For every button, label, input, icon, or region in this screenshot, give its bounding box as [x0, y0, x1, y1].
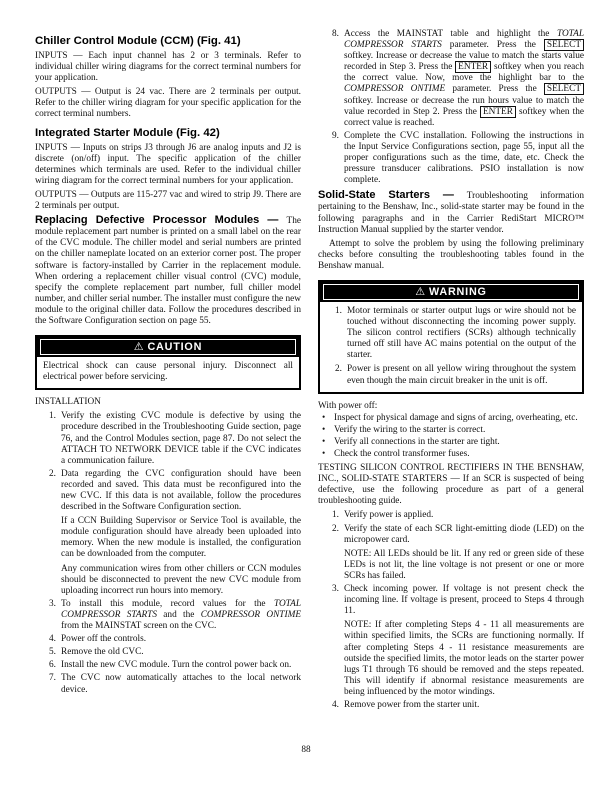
list-number: 1. — [332, 510, 339, 521]
list-text: Data regarding the CVC configuration should have been recorded and saved. This data must be reconfigured into the new CVC. If this data is not available, follow the procedures described in the Software Configuration section. — [61, 468, 301, 513]
list-item — [35, 673, 301, 695]
list-text: Check incoming power. If voltage is not present check the incoming line. If voltage is present, proceed to Steps 4 through 11. — [344, 584, 584, 617]
paragraph-with-power-off: With power off: — [318, 400, 378, 411]
list-text: Remove power from the starter unit. — [344, 699, 480, 710]
paragraph-replacing-modules: Replacing Defective Processor Modules — The module replacement part number is printed on a small label on the rear of the CVC module. The chiller model and serial numbers are printed on the chiller nameplate located on an exterior corner post. The proper software is factory-installed by Carrier in the replacement module. When ordering a replacement chiller visual control (CVC) module, specify the complete replacement part number, full chiller model number, and chiller serial number. The installer must configure the new module to the original chiller data. Follow the procedures described in the Software Configuration section on page 55. — [35, 214, 301, 326]
list-text: Power is present on all yellow wiring throughout the system even though the main circuit breaker in the unit is off. — [347, 364, 576, 386]
page-number: 88 — [301, 745, 311, 755]
list-item — [35, 634, 301, 645]
bullet-text: Verify all connections in the starter are tight. — [334, 436, 500, 447]
column-left — [35, 29, 301, 713]
list-text: To install this module, record values for the TOTAL COMPRESSOR STARTS and the COMPRESSOR ONTIME from the MAINSTAT screen on the CVC. — [61, 598, 301, 632]
paragraph-solid-state-starters: Solid-State Starters — Troubleshooting information pertaining to the Benshaw, Inc., solid-state starter may be found in the following paragraphs and in the Carrier RediStart MICRO™ Instruction Manual supplied by the starter vendor. — [318, 189, 584, 235]
list-item — [318, 584, 584, 698]
list-text: Verify the state of each SCR light-emitting diode (LED) on the micropower card. — [344, 523, 584, 545]
list-number: 3. — [332, 584, 339, 595]
caution-title: CAUTION — [147, 341, 203, 354]
note-paragraph: NOTE: All LEDs should be lit. If any red or green side of these LEDs is not lit, the line voltage is not present or one or more SCRs has failed. — [344, 548, 584, 581]
list-item — [35, 469, 301, 597]
list-number: 6. — [49, 660, 56, 671]
list-text: Power off the controls. — [61, 634, 147, 645]
installation-heading: INSTALLATION — [35, 397, 101, 408]
bullet-dot: • — [322, 436, 326, 447]
bullet-dot: • — [322, 424, 326, 435]
list-text: The CVC now automatically attaches to the local network device. — [61, 673, 301, 695]
list-item — [318, 29, 584, 129]
section-heading-ism: Integrated Starter Module (Fig. 42) — [35, 126, 220, 139]
note-paragraph: NOTE: If after completing Steps 4 - 11 all measurements are within specified limits, the SCRs are functioning normally. If after completing Steps 4 - 11 resistance measurements are outside the specified limits, the motor leads on the starter power lugs T1 through T6 should be removed and the steps repeated. This will identify if abnormal resistance measurements are being influenced by the motor windings. — [344, 620, 584, 697]
bullet-item — [318, 449, 584, 460]
list-number: 7. — [49, 673, 56, 684]
warning-header — [320, 282, 582, 302]
bullet-text: Inspect for physical damage and signs of arcing, overheating, etc. — [334, 412, 578, 423]
list-number: 9. — [332, 130, 339, 141]
paragraph-ccm-inputs: INPUTS — Each input channel has 2 or 3 terminals. Refer to individual chiller wiring diagrams for the correct terminal numbers for your application. — [35, 51, 301, 84]
list-text: Access the MAINSTAT table and highlight the TOTAL COMPRESSOR STARTS parameter. Press the SELECT softkey. Increase or decrease the value to match the starts value recorded in Step 3. Press the ENTER softkey when you reach the correct value. Now, move the highlight bar to the COMPRESSOR ONTIME parameter. Press the SELECT softkey. Increase or decrease the run hours value to match the value recorded in Step 2. Press the ENTER softkey when the correct value is reached. — [344, 29, 584, 128]
bullet-item — [318, 425, 584, 436]
list-text: Install the new CVC module. Turn the control power back on. — [61, 660, 292, 671]
list-text: Verify power is applied. — [344, 510, 434, 521]
warning-header-inner — [323, 284, 579, 300]
list-number: 5. — [49, 647, 56, 658]
list-number: 1. — [335, 305, 342, 316]
warning-body — [320, 302, 582, 392]
caution-body — [37, 357, 299, 388]
list-item — [318, 131, 584, 186]
warning-triangle-icon: ⚠ — [415, 285, 425, 298]
list-item — [318, 510, 584, 521]
list-number: 3. — [49, 598, 56, 609]
warning-list-item — [326, 364, 576, 386]
list-text: Complete the CVC installation. Following the instructions in the Input Service Configurations section, page 55, input all the proper configurations such as the time, date, etc. Check the pressure transducer calibrations. PSIO installation is now complete. — [344, 130, 584, 186]
caution-header-inner — [40, 339, 296, 355]
list-item — [35, 599, 301, 632]
paragraph-preliminary-checks: Attempt to solve the problem by using the following preliminary checks before consulting the troubleshooting tables found in the Benshaw manual. — [318, 238, 584, 271]
paragraph-testing-scr: TESTING SILICON CONTROL RECTIFIERS IN THE BENSHAW, INC., SOLID-STATE STARTERS — If an SCR is suspected of being defective, use the following procedure as part of a general troubleshooting guide. — [318, 463, 584, 507]
bullet-text: Verify the wiring to the starter is correct. — [334, 424, 486, 435]
bullet-dot: • — [322, 449, 326, 459]
page-body — [35, 29, 585, 713]
list-text: Remove the old CVC. — [61, 647, 144, 658]
paragraph-ccm-outputs: OUTPUTS — Output is 24 vac. There are 2 terminals per output. Refer to the chiller wiring diagram for your specific application for the correct terminal numbers. — [35, 87, 301, 120]
column-right — [318, 29, 584, 713]
list-text: Verify the existing CVC module is defective by using the procedure described in the Troubleshooting Guide section, page 76, and the Control Modules section, page 87. Do not select the ATTACH TO NETWORK DEVICE table if the CVC indicates a communication failure. — [61, 411, 301, 466]
caution-text: Electrical shock can cause personal injury. Disconnect all electrical power before servicing. — [43, 361, 293, 383]
list-number: 2. — [49, 468, 56, 479]
list-item — [318, 524, 584, 582]
list-number: 4. — [49, 634, 56, 645]
list-subparagraph: Any communication wires from other chillers or CCN modules should be disconnected to prevent the new CVC module from uploading incorrect run hours into memory. — [61, 563, 301, 596]
paragraph-ism-inputs: INPUTS — Inputs on strips J3 through J6 are analog inputs and J2 is discrete (on/off) input. The specific application of the chiller determines which terminals are used. Refer to the individual chiller wiring diagram for the correct terminal numbers for your application. — [35, 142, 301, 186]
bullet-text: Check the control transformer fuses. — [334, 449, 470, 459]
warning-triangle-icon: ⚠ — [133, 341, 144, 354]
section-heading-ccm: Chiller Control Module (CCM) (Fig. 41) — [35, 35, 241, 47]
paragraph-ism-outputs: OUTPUTS — Outputs are 115-277 vac and wired to strip J9. There are 2 terminals per output. — [35, 189, 301, 212]
bullet-dot: • — [322, 412, 326, 423]
list-number: 2. — [335, 364, 342, 375]
warning-box — [318, 280, 584, 394]
warning-title: WARNING — [428, 285, 487, 298]
list-subparagraph: If a CCN Building Supervisor or Service Tool is available, the module configuration should have already been uploaded into memory. When the new module is installed, the configuration can be downloaded from the computer. — [61, 516, 301, 560]
list-item — [35, 411, 301, 466]
list-number: 4. — [332, 699, 339, 710]
bullet-item — [318, 437, 584, 448]
list-number: 8. — [332, 29, 339, 39]
list-item — [318, 700, 584, 711]
caution-header — [37, 337, 299, 357]
list-item — [35, 660, 301, 671]
list-number: 2. — [332, 523, 339, 534]
list-number: 1. — [49, 411, 56, 422]
list-item — [35, 647, 301, 658]
footer — [0, 745, 612, 756]
warning-list-item — [326, 306, 576, 361]
caution-box — [35, 335, 301, 390]
bullet-item — [318, 413, 584, 424]
list-text: Motor terminals or starter output lugs or wire should not be touched without disconnecting the incoming power supply. The silicon control rectifiers (SCRs) although technically turned off still have AC mains potential on the output of the starter. — [347, 305, 576, 361]
